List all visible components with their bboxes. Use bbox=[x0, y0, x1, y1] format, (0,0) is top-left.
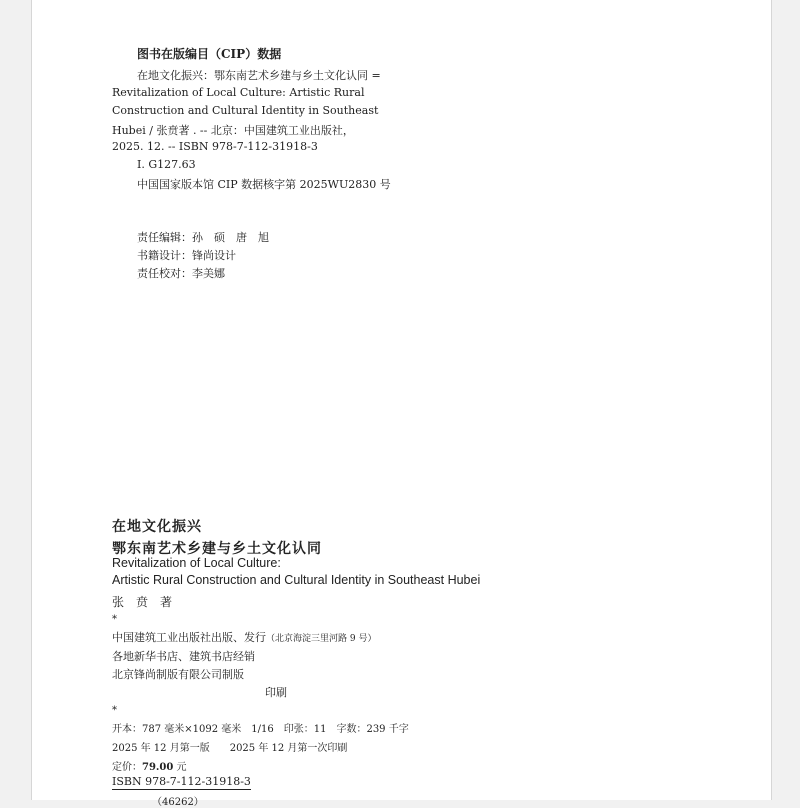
copyright-page bbox=[31, 0, 772, 808]
isbn-line bbox=[112, 775, 251, 788]
plate-maker: 北京锋尚制版有限公司制版 bbox=[112, 668, 244, 681]
cip-line-class: Ⅰ. G127.63 bbox=[137, 158, 196, 171]
cip-heading: 图书在版编目（CIP）数据 bbox=[137, 47, 282, 61]
responsible-editor: 责任编辑：孙 硕 唐 旭 bbox=[137, 231, 269, 244]
price-label: 定价： bbox=[112, 762, 142, 773]
book-code: （46262） bbox=[152, 797, 204, 808]
cip-line-en-2: Construction and Cultural Identity in Southeast bbox=[112, 104, 379, 117]
cip-line-author: Hubei / 张贲著 . -- 北京：中国建筑工业出版社， bbox=[112, 124, 354, 137]
publisher: 中国建筑工业出版社出版、发行 bbox=[112, 631, 266, 644]
price-line bbox=[112, 758, 187, 773]
cip-line-title: 在地文化振兴：鄂东南艺术乡建与乡土文化认同 = bbox=[137, 69, 381, 82]
price-value: 79.00 bbox=[142, 762, 174, 773]
cip-line-isbn: 2025. 12. -- ISBN 978-7-112-31918-3 bbox=[112, 140, 318, 153]
book-title-cn-sub: 鄂东南艺术乡建与乡土文化认同 bbox=[112, 541, 322, 557]
separator-star-1: * bbox=[112, 614, 117, 625]
cip-line-number: 中国国家版本馆 CIP 数据核字第 2025WU2830 号 bbox=[137, 178, 391, 191]
book-title-en-1: Revitalization of Local Culture: bbox=[112, 556, 281, 570]
book-author: 张 贲 著 bbox=[112, 595, 173, 609]
distributor: 各地新华书店、建筑书店经销 bbox=[112, 650, 255, 663]
cip-line-en-1: Revitalization of Local Culture: Artistic Rural bbox=[112, 86, 365, 99]
book-title-cn-main: 在地文化振兴 bbox=[112, 519, 202, 535]
edition-info: 2025 年 12 月第一版 2025 年 12 月第一次印刷 bbox=[112, 743, 348, 754]
publisher-line bbox=[112, 629, 376, 645]
publisher-address: （北京海淀三里河路 9 号） bbox=[266, 634, 377, 644]
separator-star-2: * bbox=[112, 705, 117, 716]
book-title-en-2: Artistic Rural Construction and Cultural Identity in Southeast Hubei bbox=[112, 573, 481, 587]
proofreader: 责任校对：李美娜 bbox=[137, 267, 225, 280]
printer: 印刷 bbox=[265, 686, 287, 699]
price-unit: 元 bbox=[173, 762, 187, 773]
format-info: 开本：787 毫米×1092 毫米 1/16 印张：11 字数：239 千字 bbox=[112, 724, 409, 735]
book-design: 书籍设计：锋尚设计 bbox=[137, 249, 236, 262]
isbn: ISBN 978-7-112-31918-3 bbox=[112, 775, 251, 788]
